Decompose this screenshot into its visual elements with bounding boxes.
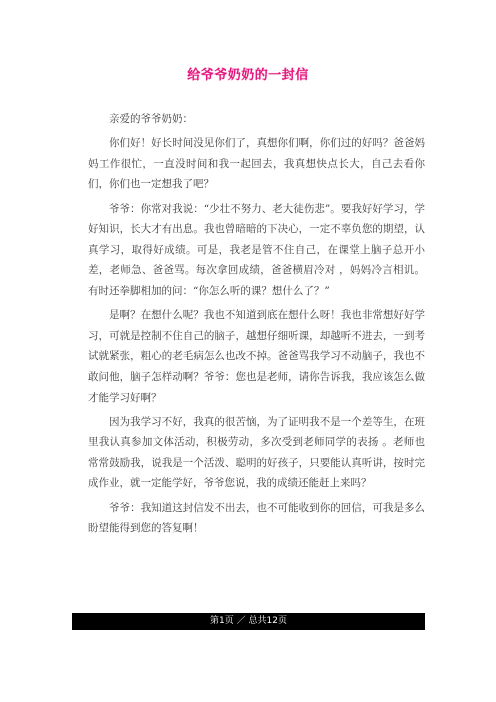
page-indicator-label: 第1页 ／ 总共12页 bbox=[210, 616, 287, 626]
paragraph-1: 你们好！好长时间没见你们了，真想你们啊，你们过的好吗？爸爸妈妈工作很忙，一直没时间和我一起回去，我真想快点长大，自己去看你们，你们也一定想我了吧？ bbox=[88, 137, 425, 191]
salutation: 亲爱的爷爷奶奶： bbox=[109, 113, 193, 125]
letter-body bbox=[88, 109, 425, 542]
paragraph-4: 因为我学习不好，我真的很苦恼，为了证明我不是一个差等生，在班里我认真参加文体活动，积极劳动，多次受到老师同学的表扬 。老师也常常鼓励我，说我是一个活泼、聪明的好孩子，只要能认真听讲，按时完成作业，就一定能学好，爷爷您说，我的成绩还能赶上来吗？ bbox=[88, 415, 425, 490]
paragraph-3: 是啊？在想什么呢？我也不知道到底在想什么呀！我也非常想好好学习，可就是控制不住自己的脑子，越想仔细听课，却越听不进去，一到考试就紧张，粗心的老毛病怎么也改不掉。爸爸骂我学习不动脑子，我也不敢问他，脑子怎样动啊？爷爷：您也是老师，请你告诉我，我应该怎么做才能学习好啊？ bbox=[88, 309, 425, 404]
page-indicator-bar bbox=[72, 613, 425, 630]
paragraph-2: 爷爷：你常对我说：“少壮不努力、老大徒伤悲”。要我好好学习，学好知识，长大才有出息。我也曾暗暗的下决心，一定不辜负您的期望，认真学习，取得好成绩。可是，我老是管不住自己，在课堂上脑子总开小差，老师急、爸爸骂。每次拿回成绩，爸爸横眉冷对 ，妈妈冷言相讥。 有时还拳脚相加的问：“你怎么听的课？想什么了？” bbox=[88, 202, 425, 297]
document-title: 给爷爷奶奶的一封信 bbox=[187, 68, 309, 83]
paragraph-5: 爷爷：我知道这封信发不出去，也不可能收到你的回信，可我是多么盼望能得到您的答复啊！ bbox=[88, 501, 425, 535]
